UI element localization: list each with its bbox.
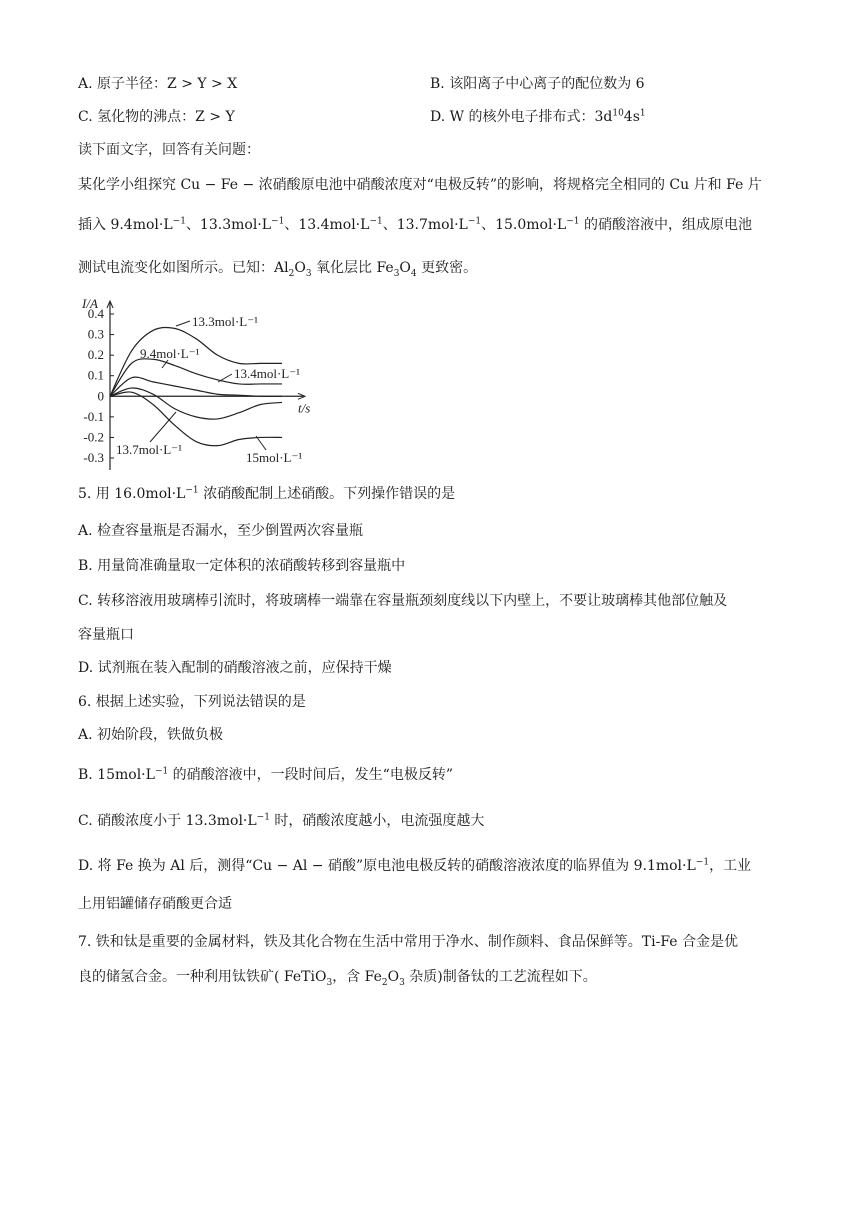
series-label-1: 13.3mol·L⁻¹ <box>192 314 259 329</box>
current-time-chart <box>72 286 332 474</box>
x-axis-label: t/s <box>298 400 311 416</box>
series-label-3: 13.4mol·L⁻¹ <box>234 366 301 381</box>
question-7-line-1: 7. 铁和钛是重要的金属材料，铁及其化合物在生活中常用于净水、制作颜料、食品保鲜等。Ti-Fe 合金是优 <box>78 934 739 950</box>
y-tick-label: 0.3 <box>87 326 104 342</box>
series-label-4: 13.7mol·L⁻¹ <box>116 442 183 457</box>
series-leader-3 <box>218 374 232 382</box>
passage-line-1: 某化学小组探究 Cu − Fe − 浓硝酸原电池中硝酸浓度对“电极反转”的影响，将规格完全相同的 Cu 片和 Fe 片 <box>78 177 762 193</box>
q5-option-d: D. 试剂瓶在装入配制的硝酸溶液之前，应保持干燥 <box>78 660 392 676</box>
series-leader-1 <box>176 321 190 326</box>
q5-option-c-line-1: C. 转移溶液用玻璃棒引流时，将玻璃棒一端靠在容量瓶颈刻度线以下内壁上，不要让玻璃棒其他部位触及 <box>78 593 728 609</box>
question-5: 5. 用 $16.0mol\cdot L^{-1}$ 浓硝酸配制上述硝酸。下列操作错误的是 <box>78 485 456 502</box>
q6-option-b: B. $15mol\cdot L^{-1}$ 的硝酸溶液中，一段时间后，发生“电极反转” <box>78 766 453 783</box>
series-leader-4 <box>150 412 176 442</box>
passage-line-3: 测试电流变化如图所示。已知：$Al_2O_3$ 氧化层比 $Fe_3O_4$ 更致密。 <box>78 260 478 279</box>
y-tick-label: 0.4 <box>87 306 104 321</box>
y-tick-label: -0.2 <box>83 429 104 445</box>
y-tick-label: 0.1 <box>87 367 104 383</box>
question-7-line-2: 良的储氢合金。一种利用钛铁矿( FeTiO$_3$，含 $Fe_2O_3$ 杂质)制备钛的工艺流程如下。 <box>78 969 597 988</box>
reading-intro: 读下面文字，回答有关问题： <box>78 142 260 158</box>
series-line-5 <box>110 392 282 446</box>
series-label-2: 9.4mol·L⁻¹ <box>140 346 200 361</box>
q4-option-a: A. 原子半径：Z > Y > X <box>78 76 238 92</box>
q4-option-c: C. 氢化物的沸点：Z > Y <box>78 109 235 125</box>
q5-option-c-line-2: 容量瓶口 <box>78 627 134 643</box>
q6-option-a: A. 初始阶段，铁做负极 <box>78 727 224 743</box>
question-6: 6. 根据上述实验，下列说法错误的是 <box>78 694 306 710</box>
q5-option-a: A. 检查容量瓶是否漏水，至少倒置两次容量瓶 <box>78 523 364 539</box>
q4-option-b: B. 该阳离子中心离子的配位数为 6 <box>430 76 645 92</box>
q4-option-d: D. W 的核外电子排布式：$3d^{10}4s^1$ <box>430 108 646 125</box>
series-label-5: 15mol·L⁻¹ <box>246 450 303 465</box>
series-line-1 <box>110 327 282 396</box>
y-tick-label: 0 <box>97 388 104 404</box>
passage-line-2: 插入 $9.4mol\cdot L^{-1}$、$13.3mol\cdot L^{-1}$、$13.4mol\cdot L^{-1}$、$13.7mol\cdot L^{-1}$、$15.0mol\cdot L^{-1}$ 的硝酸溶液中，组成原电池 <box>78 216 752 233</box>
y-tick-label: -0.3 <box>83 450 104 465</box>
q6-option-d-line-1: D. 将 Fe 换为 Al 后，测得“Cu − Al − 硝酸”原电池电极反转的硝酸溶液浓度的临界值为 $9.1mol\cdot L^{-1}$，工业 <box>78 857 752 874</box>
q6-option-c: C. 硝酸浓度小于 $13.3mol\cdot L^{-1}$ 时，硝酸浓度越小，电流强度越大 <box>78 812 485 829</box>
y-tick-label: 0.2 <box>87 347 104 363</box>
q5-option-b: B. 用量筒准确量取一定体积的浓硝酸转移到容量瓶中 <box>78 558 406 574</box>
y-axis-label: I/A <box>82 296 98 311</box>
q6-option-d-line-2: 上用铝罐储存硝酸更合适 <box>78 896 232 912</box>
series-line-4 <box>110 388 282 419</box>
series-leader-5 <box>256 436 266 450</box>
y-tick-label: -0.1 <box>83 408 104 424</box>
